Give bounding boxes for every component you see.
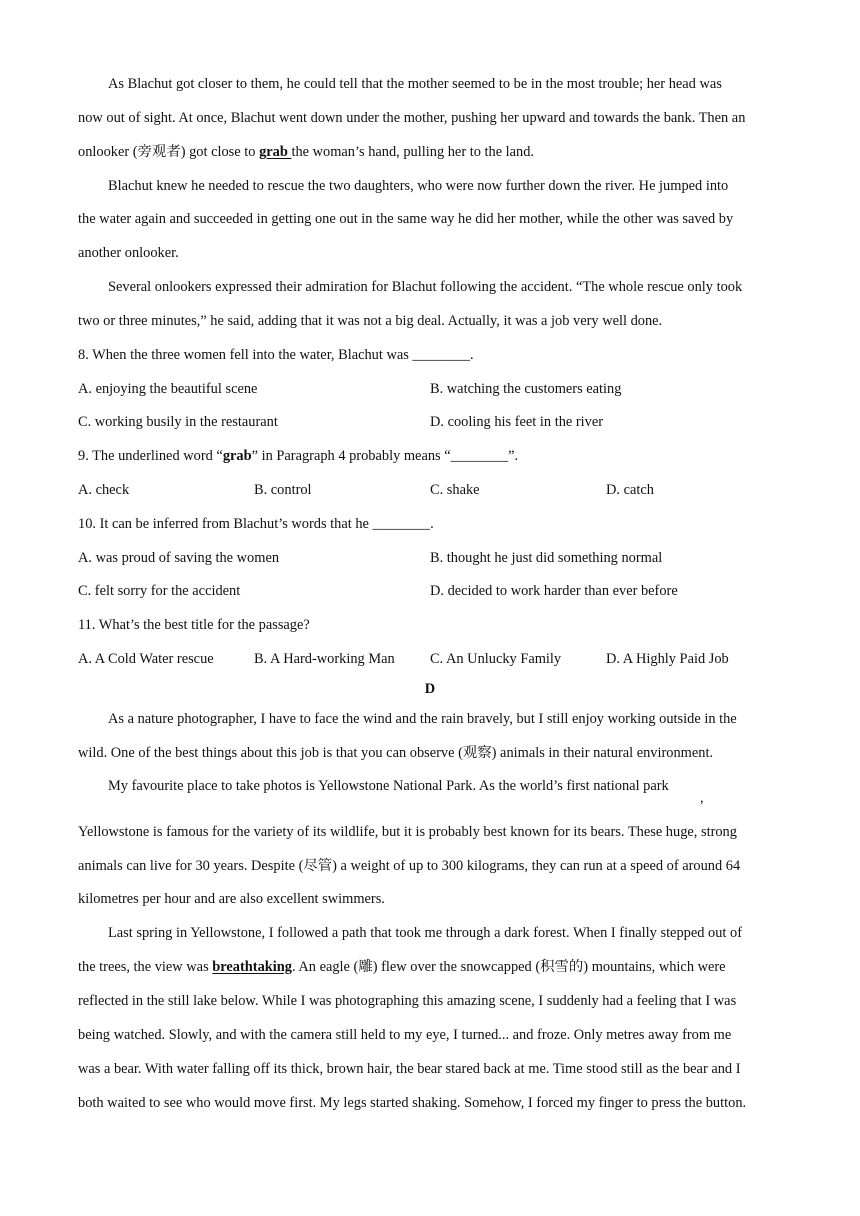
bold-word-grab: grab <box>222 448 252 464</box>
question-10-option-b: B. thought he just did something normal <box>430 550 663 566</box>
paragraph-line: As Blachut got closer to them, he could tell that the mother seemed to be in the most trouble; her head was <box>108 76 722 92</box>
section-heading: D <box>424 681 436 697</box>
text-run: ” in Paragraph 4 probably means “________”. <box>251 448 519 464</box>
paragraph-line: being watched. Slowly, and with the camera still held to my eye, I turned... and froze. Only metres away from me <box>78 1027 732 1043</box>
paragraph-line <box>78 958 726 976</box>
paragraph-line: both waited to see who would move first. My legs started shaking. Somehow, I forced my finger to press the button. <box>78 1095 747 1111</box>
question-8-option-a: A. enjoying the beautiful scene <box>78 381 258 397</box>
question-8-option-b: B. watching the customers eating <box>430 381 622 397</box>
paragraph-line: As a nature photographer, I have to face the wind and the rain bravely, but I still enjoy working outside in the <box>108 711 737 727</box>
paragraph-line: Yellowstone is famous for the variety of its wildlife, but it is probably best known for its bears. These huge, strong <box>78 824 737 840</box>
paragraph-line: Blachut knew he needed to rescue the two daughters, who were now further down the river. He jumped into <box>108 178 729 194</box>
text-run: the trees, the view was <box>78 959 213 975</box>
question-9-option-c: C. shake <box>430 482 480 498</box>
paragraph-line: the water again and succeeded in getting one out in the same way he did her mother, while the other was saved by <box>78 211 734 227</box>
underlined-word-breathtaking: breathtaking <box>212 959 292 975</box>
question-9-option-d: D. catch <box>606 482 654 498</box>
question-11-stem: 11. What’s the best title for the passage? <box>78 617 310 633</box>
question-11-option-d: D. A Highly Paid Job <box>606 651 729 667</box>
text-run: onlooker (旁观者) got close to <box>78 144 260 160</box>
paragraph-line: Last spring in Yellowstone, I followed a path that took me through a dark forest. When I finally stepped out of <box>108 925 742 941</box>
stray-comma: , <box>700 790 704 806</box>
paragraph-line: My favourite place to take photos is Yellowstone National Park. As the world’s first national park <box>108 778 669 794</box>
paragraph-line: two or three minutes,” he said, adding that it was not a big deal. Actually, it was a job very well done. <box>78 313 663 329</box>
question-11-option-c: C. An Unlucky Family <box>430 651 562 667</box>
paragraph-line: wild. One of the best things about this job is that you can observe (观察) animals in their natural environment. <box>78 745 714 761</box>
paragraph-line: another onlooker. <box>78 245 179 261</box>
paragraph-line: was a bear. With water falling off its thick, brown hair, the bear stared back at me. Time stood still as the bear and I <box>78 1061 741 1077</box>
question-8-option-c: C. working busily in the restaurant <box>78 414 278 430</box>
question-8-option-d: D. cooling his feet in the river <box>430 414 604 430</box>
question-10-option-c: C. felt sorry for the accident <box>78 583 241 599</box>
paragraph-line: animals can live for 30 years. Despite (尽管) a weight of up to 300 kilograms, they can run at a speed of around 64 <box>78 858 741 874</box>
text-run: the woman’s hand, pulling her to the land. <box>291 144 535 160</box>
paragraph-line: Several onlookers expressed their admiration for Blachut following the accident. “The whole rescue only took <box>108 279 743 295</box>
paragraph-line <box>78 143 534 161</box>
question-11-option-a: A. A Cold Water rescue <box>78 651 214 667</box>
paragraph-line: now out of sight. At once, Blachut went down under the mother, pushing her upward and towards the bank. Then an <box>78 110 746 126</box>
question-10-stem: 10. It can be inferred from Blachut’s words that he ________. <box>78 516 434 532</box>
paragraph-line: reflected in the still lake below. While I was photographing this amazing scene, I suddenly had a feeling that I was <box>78 993 737 1009</box>
question-10-option-d: D. decided to work harder than ever before <box>430 583 678 599</box>
question-9-stem <box>78 447 518 465</box>
question-9-option-b: B. control <box>254 482 312 498</box>
question-9-option-a: A. check <box>78 482 130 498</box>
question-10-option-a: A. was proud of saving the women <box>78 550 280 566</box>
question-11-option-b: B. A Hard-working Man <box>254 651 395 667</box>
text-run: . An eagle (雕) flew over the snowcapped (积雪的) mountains, which were <box>291 959 726 975</box>
text-run: 9. The underlined word “ <box>78 448 223 464</box>
underlined-word-grab: grab <box>259 144 292 160</box>
paragraph-line: kilometres per hour and are also excellent swimmers. <box>78 891 385 907</box>
question-8-stem: 8. When the three women fell into the water, Blachut was ________. <box>78 347 474 363</box>
